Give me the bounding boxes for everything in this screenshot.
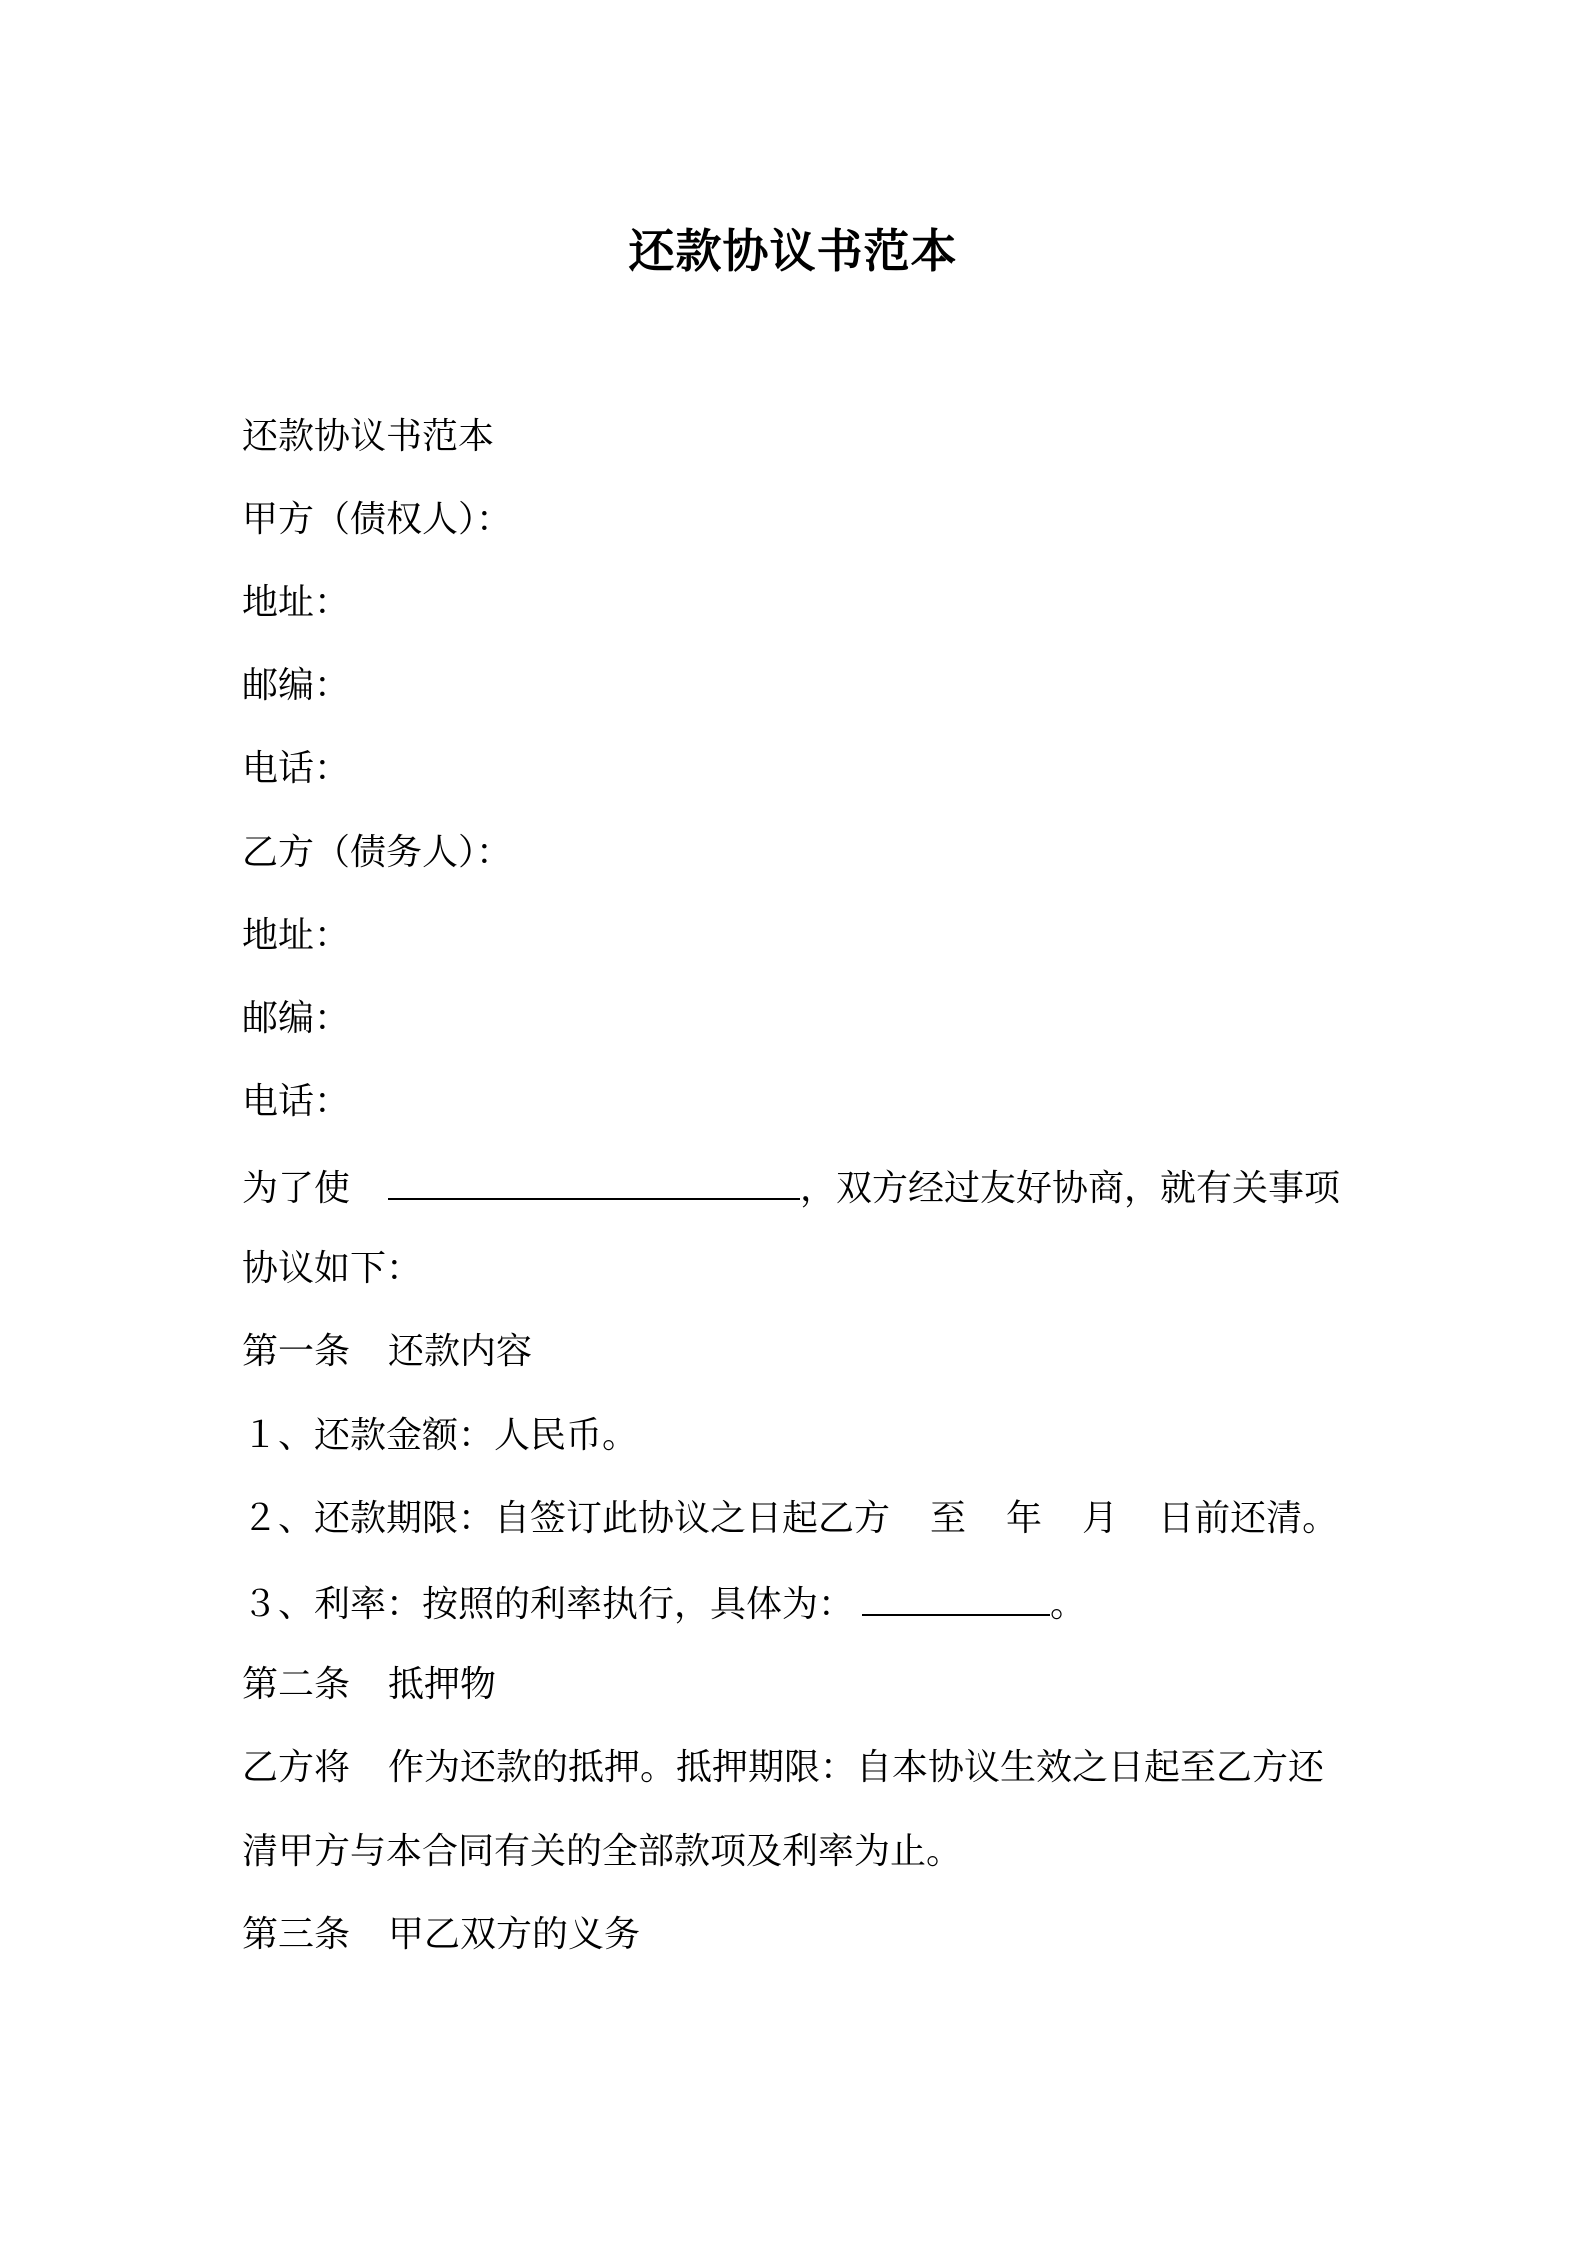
item-2-year: 年 — [1006, 1498, 1043, 1539]
party-a-address: 地址： — [242, 582, 351, 623]
article-3-heading — [242, 1913, 640, 1957]
item-3-suffix: 。 — [1050, 1584, 1087, 1625]
article-2-line-1-rest: 作为还款的抵押。抵押期限：自本协议生效之日起至乙方还 — [388, 1747, 1325, 1788]
item-2-zhi: 至 — [930, 1498, 967, 1539]
article-2-line-1-prefix: 乙方将 — [242, 1747, 351, 1788]
article-1-heading — [242, 1330, 532, 1374]
document-title: 还款协议书范本 — [628, 224, 958, 278]
party-a-postcode: 邮编： — [242, 665, 351, 706]
article-1-title: 还款内容 — [388, 1331, 533, 1372]
article-2-line-1 — [242, 1746, 1324, 1790]
article-1-item-3 — [242, 1580, 1086, 1627]
article-1-item-1: １、还款金额：人民币。 — [242, 1415, 639, 1456]
article-3-title: 甲乙双方的义务 — [388, 1914, 641, 1955]
article-1-number: 第一条 — [242, 1331, 351, 1372]
party-b-address: 地址： — [242, 915, 351, 956]
preamble-suffix: ，双方经过友好协商，就有关事项 — [800, 1168, 1341, 1209]
article-2-number: 第二条 — [242, 1664, 351, 1705]
article-2-line-2: 清甲方与本合同有关的全部款项及利率为止。 — [242, 1831, 963, 1872]
party-b-heading: 乙方（债务人）： — [242, 832, 513, 873]
article-3-number: 第三条 — [242, 1914, 351, 1955]
article-2-heading — [242, 1663, 496, 1707]
article-1-item-2 — [242, 1497, 1338, 1541]
item-3-blank — [862, 1580, 1050, 1616]
item-2-day: 日前还清。 — [1158, 1498, 1339, 1539]
party-b-phone: 电话： — [242, 1081, 351, 1122]
item-2-month: 月 — [1082, 1498, 1119, 1539]
party-b-postcode: 邮编： — [242, 998, 351, 1039]
item-3-prefix: ３、利率：按照的利率执行，具体为： — [242, 1584, 855, 1625]
preamble-line-2: 协议如下： — [242, 1248, 423, 1289]
preamble-line-1 — [242, 1164, 1340, 1211]
preamble-blank — [388, 1164, 800, 1200]
preamble-prefix: 为了使 — [242, 1168, 351, 1209]
document-subtitle: 还款协议书范本 — [242, 416, 495, 457]
party-a-phone: 电话： — [242, 748, 351, 789]
party-a-heading: 甲方（债权人）： — [242, 499, 513, 540]
article-2-title: 抵押物 — [388, 1664, 497, 1705]
item-2-text: ２、还款期限：自签订此协议之日起乙方 — [242, 1498, 891, 1539]
